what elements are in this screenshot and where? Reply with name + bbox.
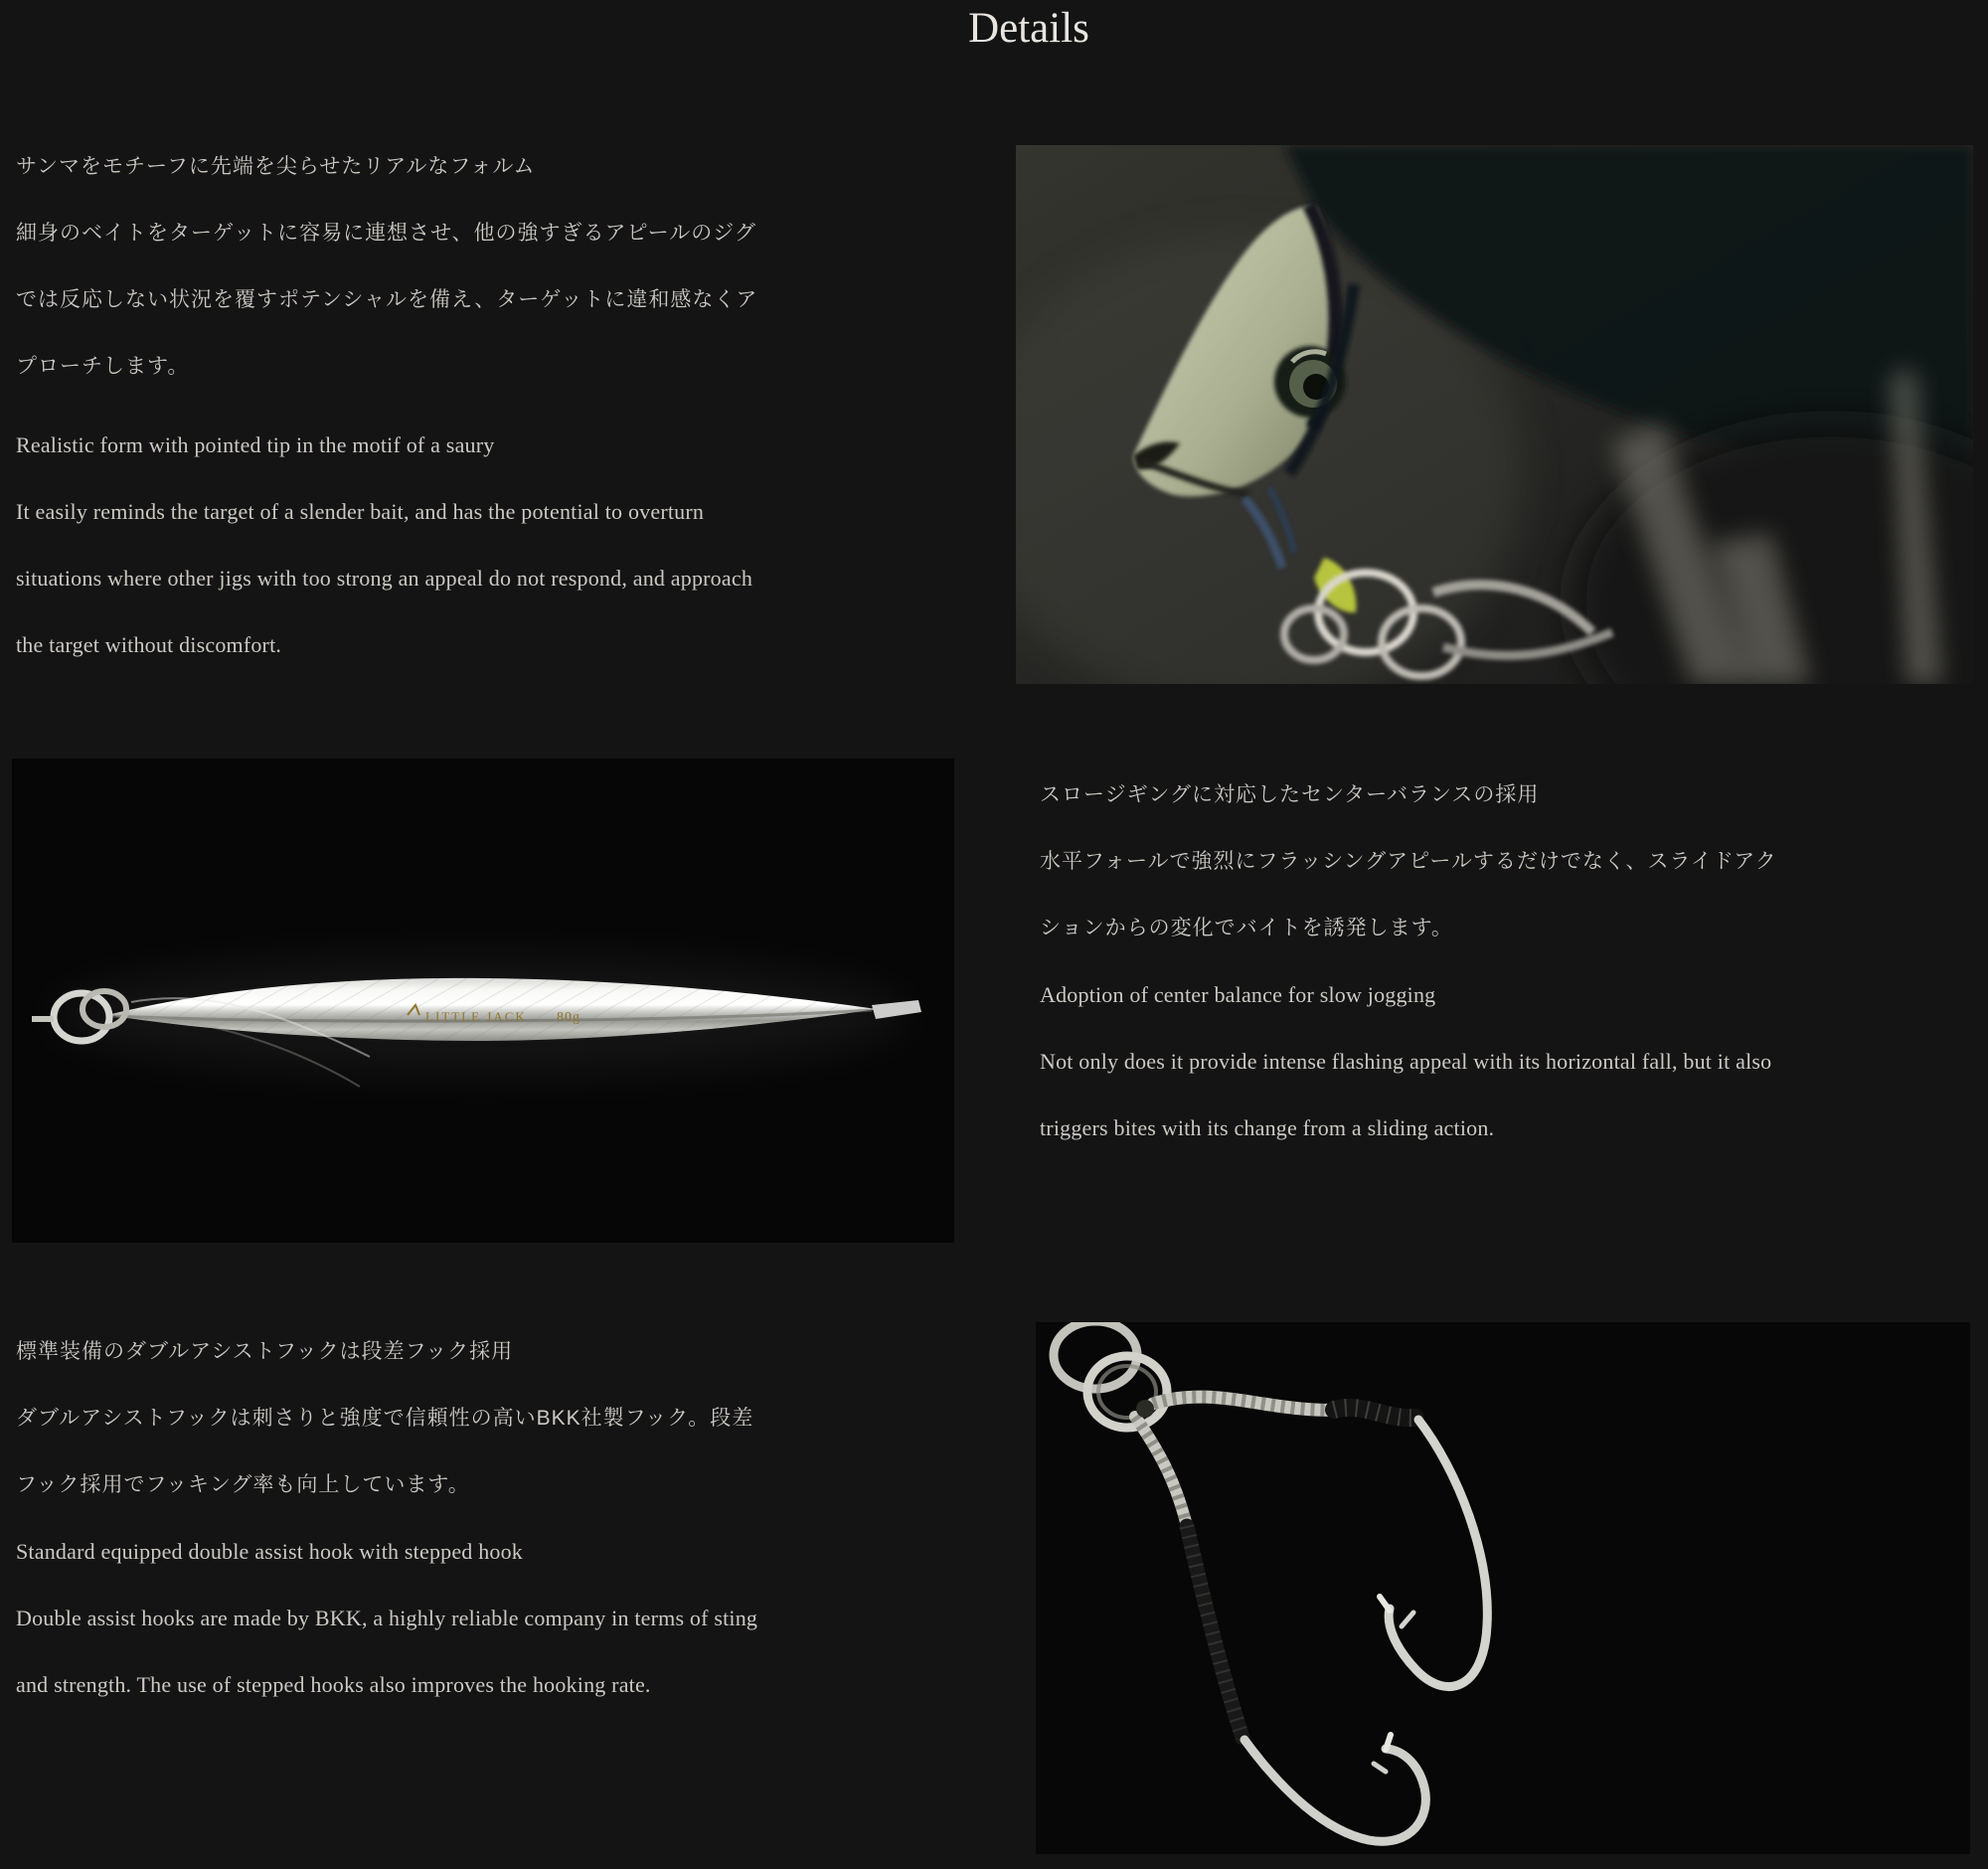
section-hooks-text [16, 1318, 757, 1718]
text-line: and strength. The use of stepped hooks also improves the hooking rate. [16, 1672, 651, 1697]
hooks-english-paragraph [16, 1518, 757, 1718]
balance-english-paragraph [1040, 961, 1777, 1161]
text-line: It easily reminds the target of a slender bait, and has the potential to overturn [16, 499, 705, 524]
text-line: Not only does it provide intense flashing appeal with its horizontal fall, but it also [1040, 1049, 1772, 1074]
text-line: Double assist hooks are made by BKK, a highly reliable company in terms of sting [16, 1606, 758, 1630]
saury-japanese-paragraph [16, 133, 757, 400]
text-line: フック採用でフッキング率も向上しています。 [16, 1473, 470, 1496]
page-title: Details [968, 5, 1089, 52]
text-line: サンマをモチーフに先端を尖らせたリアルなフォルム [16, 155, 536, 178]
text-line: Standard equipped double assist hook with stepped hook [16, 1539, 524, 1564]
text-line: Adoption of center balance for slow jogging [1040, 982, 1436, 1007]
text-line: ダブルアシストフックは刺さりと強度で信頼性の高いBKK社製フック。段差 [16, 1407, 754, 1430]
text-line: では反応しない状況を覆すポテンシャルを備え、ターゲットに違和感なくア [16, 288, 758, 311]
assist-hooks-photo [1036, 1322, 1970, 1854]
text-line: situations where other jigs with too strong an appeal do not respond, and approach [16, 566, 753, 591]
text-line: ションからの変化でバイトを誘発します。 [1040, 917, 1453, 939]
hooks-japanese-paragraph [16, 1318, 757, 1518]
jig-weight-text: 80g [557, 1010, 580, 1025]
text-line: Realistic form with pointed tip in the motif of a saury [16, 432, 495, 457]
text-line: the target without discomfort. [16, 632, 282, 657]
cord-knot [1136, 1400, 1154, 1418]
text-line: triggers bites with its change from a sliding action. [1040, 1115, 1495, 1140]
text-line: 標準装備のダブルアシストフックは段差フック採用 [16, 1340, 514, 1363]
balance-japanese-paragraph [1040, 762, 1777, 961]
section-balance-text [1040, 762, 1777, 1161]
text-line: 水平フォールで強烈にフラッシングアピールするだけでなく、スライドアク [1040, 850, 1777, 873]
jig-brand-text: LITTLE JACK [425, 1009, 527, 1024]
section-saury-text [16, 133, 757, 678]
text-line: 細身のベイトをターゲットに容易に連想させ、他の強すぎるアピールのジグ [16, 222, 756, 245]
jig-photo [12, 759, 954, 1243]
lure-head-photo [1016, 145, 1973, 684]
text-line: プローチします。 [16, 355, 190, 378]
saury-english-paragraph [16, 412, 757, 678]
text-line: スロージギングに対応したセンターバランスの採用 [1040, 783, 1540, 806]
